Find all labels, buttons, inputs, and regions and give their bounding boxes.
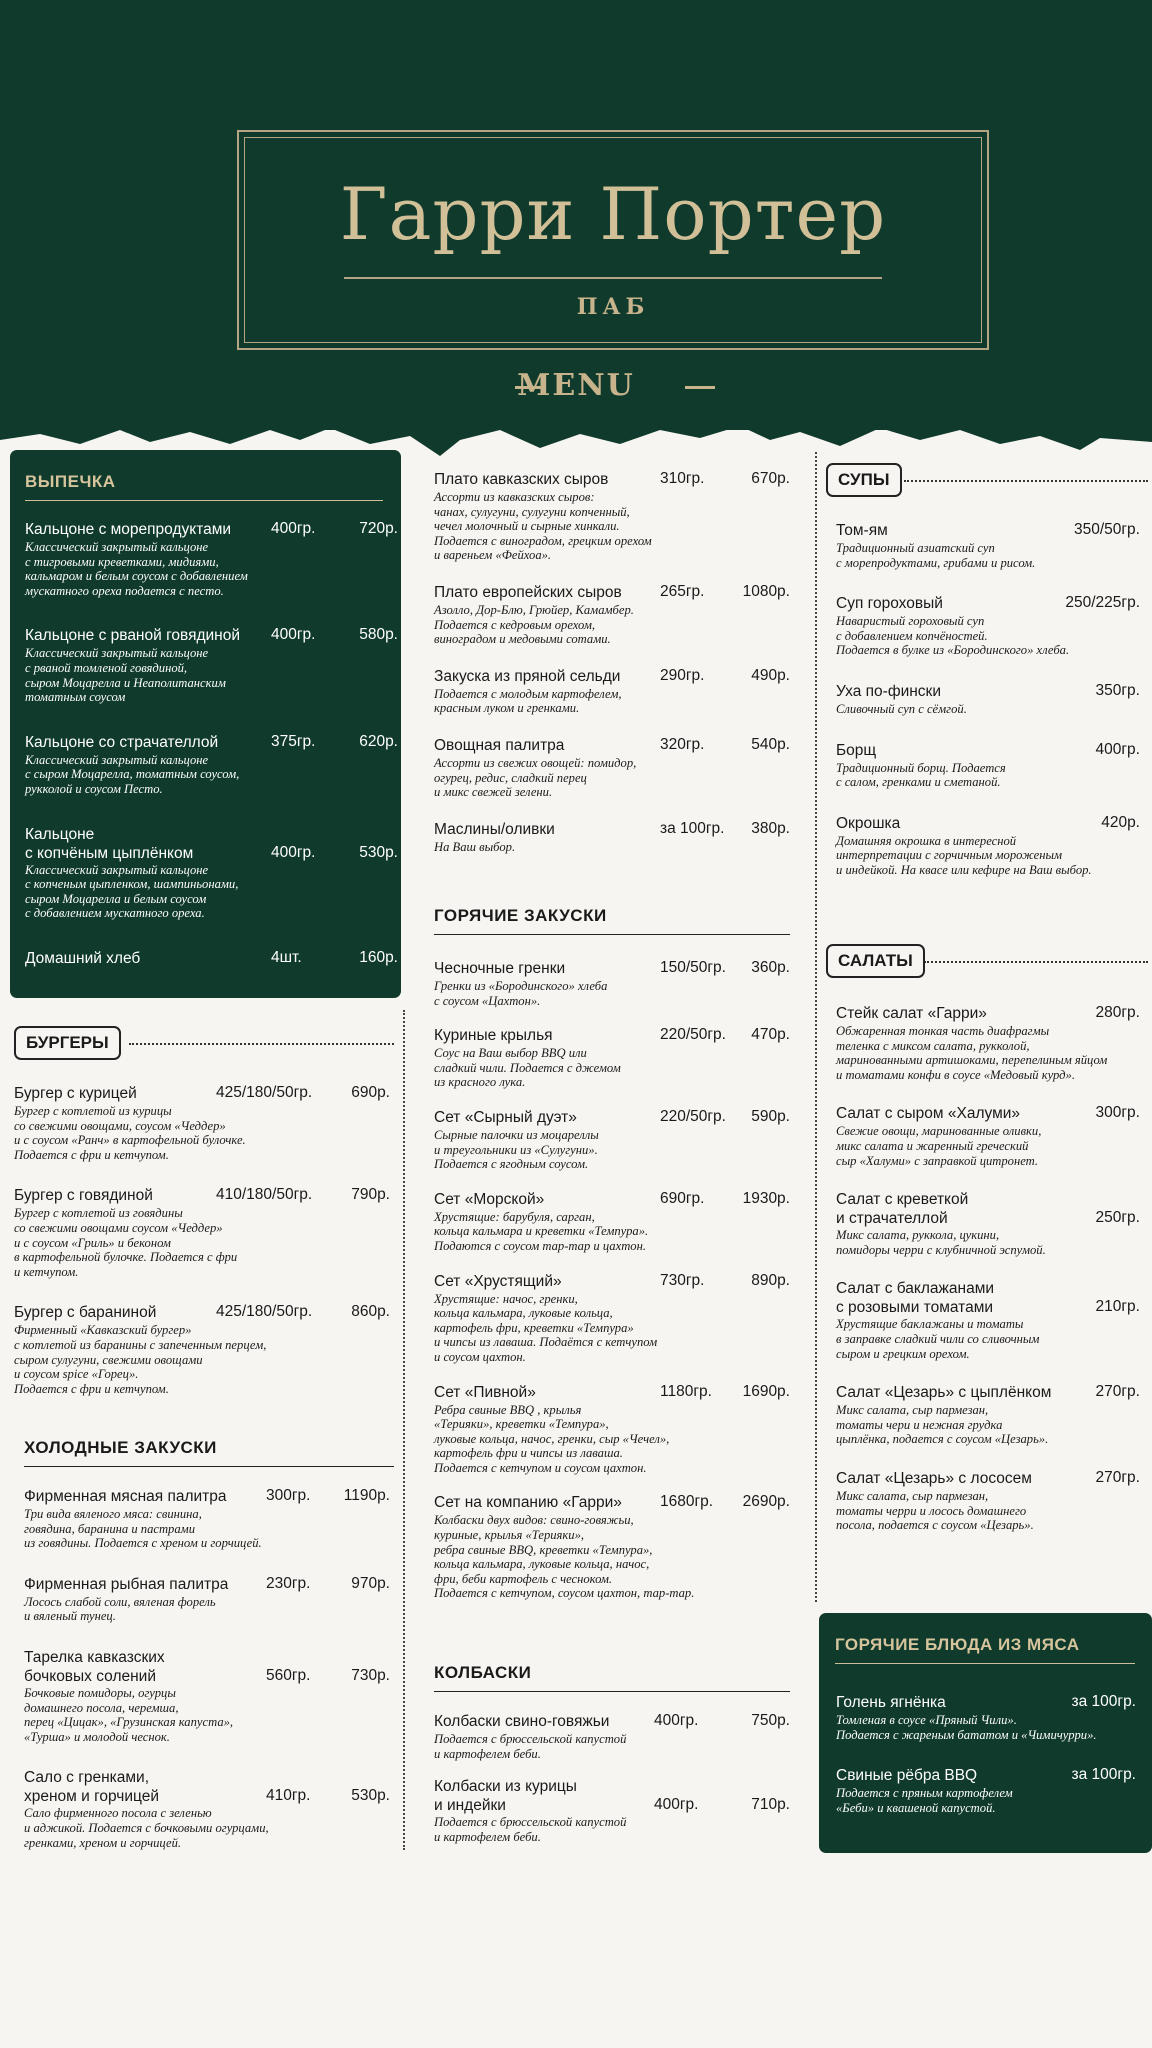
menu-item-row <box>14 1084 390 1104</box>
section-sausages <box>434 1663 790 1860</box>
section-rule <box>434 934 790 935</box>
menu-item-row <box>836 1469 1140 1489</box>
item-description: Классический закрытый кальцоне с копченым цыпленком, шампиньонами, сыром Моцарелла и белым соусом с добавлением мускатного ореха. <box>25 862 239 921</box>
item-price: 1930р. <box>742 1189 790 1207</box>
menu-item <box>25 626 398 704</box>
item-name: Бургер с курицей <box>14 1085 137 1102</box>
item-price: 210гр. <box>1095 1298 1140 1316</box>
item-description: Соус на Ваш выбор BBQ или сладкий чили. Подается с джемом из красного лука. <box>434 1046 621 1090</box>
item-description: Сливочный суп с сёмгой. <box>836 701 967 716</box>
item-price: 160р. <box>359 948 398 966</box>
menu-item <box>836 1383 1140 1447</box>
menu-item <box>434 1383 790 1476</box>
item-price: 2690р. <box>742 1493 790 1511</box>
menu-item-row <box>836 682 1140 702</box>
item-price: 250/225гр. <box>1065 594 1140 612</box>
item-description: Гренки из «Бородинского» хлеба с соусом «Цахтон». <box>434 979 608 1008</box>
menu-item <box>434 1026 790 1090</box>
item-weight: 1180гр. <box>660 1382 712 1400</box>
item-weight: 425/180/50гр. <box>216 1084 313 1101</box>
section-burgers <box>14 1026 394 1420</box>
menu-item <box>836 1104 1140 1168</box>
item-price: 400гр. <box>1095 740 1140 758</box>
item-price: 620р. <box>359 732 398 750</box>
item-name: Суп гороховый <box>836 595 943 613</box>
item-description: Ассорти из кавказских сыров: чанах, сулугуни, сулугуни копченный, чечел молочный и сырные хинкали. Подается с виноградом, грецким орехом и вареньем «Фейхоа». <box>434 490 652 563</box>
item-name: Закуска из пряной сельди <box>434 667 621 685</box>
menu-item <box>836 594 1140 658</box>
section-title: САЛАТЫ <box>826 944 925 978</box>
item-price: за 100гр. <box>1071 1693 1136 1710</box>
item-description: Наваристый гороховый суп с добавлением копчёностей. Подается в булке из «Бородинского» хлеба. <box>836 614 1070 658</box>
item-name: Фирменная рыбная палитра <box>24 1575 229 1593</box>
menu-item <box>24 1575 390 1624</box>
item-weight: 400гр. <box>654 1712 699 1729</box>
item-name: Чесночные гренки <box>434 960 566 977</box>
item-description: Колбаски двух видов: свино-говяжьи, куриные, крылья «Терияки», ребра свиные BBQ, креветки «Темпура», кольца кальмара, луковые кольца, начос, фри, беби картофель с чесноком. Подается с кетчупом, соусом цахтон, тар-тар. <box>434 1513 695 1601</box>
menu-item-row <box>836 1279 1140 1317</box>
item-price: 590р. <box>751 1107 790 1125</box>
menu-item-row <box>434 1026 790 1046</box>
item-price: 970р. <box>351 1574 390 1592</box>
item-name: Бургер с бараниной <box>14 1304 157 1322</box>
menu-item-row <box>25 733 398 753</box>
item-name: Стейк салат «Гарри» <box>836 1005 987 1022</box>
cheese-list <box>434 470 790 854</box>
menu-item-row <box>434 583 790 603</box>
item-name: Салат «Цезарь» с цыплёнком <box>836 1384 1052 1402</box>
menu-item <box>434 1777 790 1844</box>
item-weight: 230гр. <box>266 1574 311 1592</box>
item-weight: 220/50гр. <box>660 1026 726 1044</box>
menu-item <box>25 949 398 969</box>
menu-item <box>836 521 1140 570</box>
logo-frame <box>237 130 989 350</box>
menu-item <box>836 814 1140 878</box>
menu-item-row <box>836 594 1140 614</box>
item-name: Салат с креветкой и страчателлой <box>836 1191 969 1228</box>
item-weight: 400гр. <box>271 626 316 644</box>
item-weight: 400гр. <box>271 843 316 861</box>
item-price: 270гр. <box>1095 1383 1140 1401</box>
menu-item-row <box>434 1493 790 1513</box>
menu-item <box>24 1487 390 1551</box>
item-price: 890р. <box>751 1271 790 1289</box>
item-description: Три вида вяленого мяса: свинина, говядина, баранина и пастрами из говядины. Подается с хреном и горчицей. <box>24 1507 262 1551</box>
item-name: Бургер с говядиной <box>14 1187 153 1205</box>
item-description: Обжаренная тонкая часть диафрагмы теленка с миксом салата, рукколой, маринованными артишоками, перепелиным яйцом и томатами конфи в соусе «Медовый курд». <box>836 1024 1108 1082</box>
item-weight: 410/180/50гр. <box>216 1186 313 1204</box>
menu-item <box>836 1766 1136 1815</box>
item-description: Сырные палочки из моцареллы и треугольники из «Сулугуни». Подается с ягодным соусом. <box>434 1127 599 1172</box>
item-name: Уха по-фински <box>836 682 941 700</box>
item-name: Плато европейских сыров <box>434 583 622 601</box>
item-price: 710р. <box>751 1796 790 1814</box>
menu-item-row <box>836 1190 1140 1228</box>
menu-item-row <box>14 1303 390 1323</box>
item-description: Бургер с котлетой из курицы со свежими овощами, соусом «Чеддер» и с соусом «Ранч» в картофельной булочке. Подается с фри и кетчупом. <box>14 1104 246 1162</box>
section-title: БУРГЕРЫ <box>14 1026 121 1060</box>
menu-item <box>836 1693 1136 1742</box>
item-description: Классический закрытый кальцоне с рваной томленой говядиной, сыром Моцарелла и Неаполитанским томатным соусом <box>25 646 226 705</box>
menu-label: MENU <box>517 368 635 403</box>
item-name: Окрошка <box>836 814 901 832</box>
menu-item-row <box>434 1272 790 1292</box>
item-weight: 1680гр. <box>660 1493 714 1511</box>
item-price: 380р. <box>751 819 790 837</box>
menu-item-row <box>836 1766 1136 1786</box>
menu-item-row <box>434 1777 790 1815</box>
menu-item <box>434 1493 790 1601</box>
menu-item <box>434 470 790 563</box>
item-price: за 100гр. <box>1071 1766 1136 1784</box>
menu-item <box>434 1712 790 1761</box>
section-rule <box>434 1691 790 1692</box>
menu-item-row <box>24 1768 390 1806</box>
item-name: Сет «Хрустящий» <box>434 1272 562 1290</box>
item-price: 690р. <box>351 1084 390 1101</box>
item-name: Фирменная мясная палитра <box>24 1488 227 1505</box>
menu-item-row <box>836 1104 1140 1124</box>
item-description: Традиционный азиатский суп с морепродуктами, грибами и рисом. <box>836 541 1036 570</box>
item-name: Домашний хлеб <box>25 949 141 967</box>
hot-meat-list <box>836 1693 1136 1839</box>
item-description: Хрустящие: начос, гренки, кольца кальмара, луковые кольца, картофель фри, креветки «Темпура» и чипсы из лаваша. Подаётся с кетчупом и соусом цахтон. <box>434 1291 658 1364</box>
item-weight: 730гр. <box>660 1271 705 1289</box>
item-description: Свежие овощи, маринованные оливки, микс салата и жаренный греческий сыр «Халуми» с заправкой цитронет. <box>836 1124 1042 1168</box>
item-description: Ассорти из свежих овощей: помидор, огурец, редис, сладкий перец и микс свежей зелени. <box>434 755 637 800</box>
item-description: Микс салата, сыр пармезан, томаты черри и лосось домашнего посола, подается с соусом «Цезарь». <box>836 1488 1034 1533</box>
item-weight: 560гр. <box>266 1666 311 1684</box>
item-name: Тарелка кавказских бочковых солений <box>24 1648 165 1685</box>
item-weight: 290гр. <box>660 666 705 684</box>
item-description: Бочковые помидоры, огурцы домашнего посола, черемша, перец «Цицак», «Грузинская капуста», «Турша» и молодой чеснок. <box>24 1685 234 1744</box>
menu-item <box>434 959 790 1008</box>
menu-item <box>434 1272 790 1365</box>
menu-item <box>14 1084 390 1162</box>
menu-item-row <box>25 520 398 540</box>
brand-underline <box>344 277 882 279</box>
item-description: Хрустящие баклажаны и томаты в заправке сладкий чили со сливочным сыром и грецким орехом. <box>836 1317 1040 1361</box>
section-middle-cheese <box>434 470 790 874</box>
item-description: Сало фирменного посола с зеленью и аджикой. Подается с бочковыми огурцами, гренками, хреном и горчицей. <box>24 1806 269 1850</box>
menu-item <box>434 1108 790 1172</box>
section-title: КОЛБАСКИ <box>434 1663 532 1682</box>
section-salads <box>826 944 1148 1555</box>
item-price: 860р. <box>351 1303 390 1321</box>
menu-item <box>434 583 790 647</box>
item-price: 270гр. <box>1095 1468 1140 1486</box>
burgers-list <box>14 1084 390 1396</box>
section-title: ГОРЯЧИЕ БЛЮДА ИЗ МЯСА <box>835 1635 1080 1654</box>
item-name: Свиные рёбра BBQ <box>836 1767 978 1785</box>
menu-item-row <box>24 1487 390 1507</box>
section-dotted-line <box>904 480 1148 482</box>
menu-item <box>25 825 398 921</box>
item-name: Салат с сыром «Халуми» <box>836 1105 1021 1123</box>
item-name: Кальцоне со страчателлой <box>25 733 219 751</box>
item-name: Сет «Сырный дуэт» <box>434 1108 577 1126</box>
item-description: Подается с молодым картофелем, красным луком и гренками. <box>434 686 622 716</box>
section-rule <box>25 500 383 501</box>
item-price: 530р. <box>359 843 398 861</box>
item-name: Сет «Пивной» <box>434 1383 536 1401</box>
item-weight: 410гр. <box>266 1787 311 1805</box>
item-description: Фирменный «Кавказский бургер» с котлетой из баранины с запеченным перцем, сыром сулугуни, свежими овощами и соусом spice «Горец». Подается с фри и кетчупом. <box>14 1323 267 1396</box>
item-name: Кальцоне с копчёным цыплёнком <box>25 825 194 862</box>
item-price: 540р. <box>751 735 790 753</box>
menu-item <box>434 820 790 855</box>
section-title: ВЫПЕЧКА <box>25 472 116 491</box>
menu-item-row <box>434 736 790 756</box>
menu-item-row <box>836 741 1140 761</box>
item-name: Салат «Цезарь» с лососем <box>836 1469 1032 1487</box>
item-price: 420р. <box>1101 813 1140 831</box>
menu-item-row <box>24 1648 390 1686</box>
item-name: Колбаски свино-говяжьи <box>434 1713 610 1730</box>
item-description: Микс салата, сыр пармезан, томаты чери и нежная грудка цыплёнка, подается с соусом «Цезарь». <box>836 1403 1049 1447</box>
menu-item <box>25 733 398 797</box>
item-price: 360р. <box>751 959 790 976</box>
menu-item <box>836 1004 1140 1082</box>
item-weight: за 100гр. <box>660 819 725 837</box>
item-price: 490р. <box>751 666 790 684</box>
item-name: Маслины/оливки <box>434 820 555 838</box>
cold-list <box>24 1487 390 1850</box>
item-weight: 4шт. <box>271 948 302 966</box>
item-price: 720р. <box>359 520 398 537</box>
item-name: Салат с баклажанами с розовыми томатами <box>836 1280 995 1317</box>
item-price: 730р. <box>351 1666 390 1684</box>
item-weight: 300гр. <box>266 1487 311 1504</box>
item-description: Классический закрытый кальцоне с сыром Моцарелла, томатным соусом, рукколой и соусом Песто. <box>25 752 240 796</box>
menu-item-row <box>836 1383 1140 1403</box>
menu-item-row <box>25 949 398 969</box>
section-title: ГОРЯЧИЕ ЗАКУСКИ <box>434 906 607 925</box>
item-description: Подается с пряным картофелем «Беби» и квашеной капустой. <box>836 1786 1013 1815</box>
column-divider-left <box>403 1010 405 1850</box>
menu-item <box>24 1648 390 1744</box>
item-description: Азолло, Дор-Блю, Грюйер, Камамбер. Подается с кедровым орехом, виноградом и медовыми сотами. <box>434 602 634 647</box>
menu-item-row <box>434 1190 790 1210</box>
item-price: 1190р. <box>343 1487 390 1504</box>
menu-item <box>836 682 1140 717</box>
item-name: Сет «Морской» <box>434 1190 545 1208</box>
item-name: Колбаски из курицы и индейки <box>434 1778 577 1815</box>
item-description: Томленая в соусе «Пряный Чили». Подается с жареным бататом и «Чимичурри». <box>836 1713 1097 1742</box>
menu-item-row <box>434 959 790 979</box>
menu-item-row <box>25 626 398 646</box>
item-name: Куриные крылья <box>434 1027 553 1045</box>
item-price: 280гр. <box>1095 1004 1140 1021</box>
menu-item <box>836 741 1140 790</box>
item-description: Подается с брюссельской капустой и картофелем беби. <box>434 1815 627 1844</box>
section-dotted-line <box>924 961 1148 963</box>
item-name: Плато кавказских сыров <box>434 471 609 488</box>
item-price: 750р. <box>751 1712 790 1729</box>
item-weight: 310гр. <box>660 470 705 487</box>
menu-item-row <box>14 1186 390 1206</box>
menu-item <box>434 736 790 800</box>
brand-subtitle: ПАБ <box>576 294 650 320</box>
item-price: 250гр. <box>1095 1209 1140 1227</box>
menu-item-row <box>434 1108 790 1128</box>
menu-item-row <box>434 470 790 490</box>
menu-item <box>434 667 790 716</box>
menu-item <box>836 1469 1140 1533</box>
item-name: Голень ягнёнка <box>836 1694 946 1711</box>
item-name: Том-ям <box>836 522 888 539</box>
menu-item <box>14 1186 390 1279</box>
brand-title: Гарри Портер <box>339 172 887 256</box>
column-divider-right <box>815 452 817 1602</box>
item-weight: 220/50гр. <box>660 1107 726 1125</box>
menu-item <box>434 1190 790 1254</box>
item-description: Традиционный борщ. Подается с салом, гренками и сметаной. <box>836 760 1006 790</box>
menu-item-row <box>25 825 398 863</box>
section-soups <box>826 463 1148 902</box>
item-name: Сало с гренками, хреном и горчицей <box>24 1769 160 1806</box>
item-weight: 400гр. <box>271 520 316 537</box>
item-price: 670р. <box>751 470 790 487</box>
section-title: ХОЛОДНЫЕ ЗАКУСКИ <box>24 1438 217 1457</box>
menu-item <box>836 1190 1140 1257</box>
menu-item <box>25 520 398 598</box>
item-description: Хрустящие: барубуля, сарган, кольца кальмара и креветки «Темпура». Подаются с соусом тар-тар и цахтон. <box>434 1209 649 1253</box>
item-weight: 375гр. <box>271 732 316 750</box>
section-rule <box>24 1466 394 1467</box>
item-name: Борщ <box>836 741 877 759</box>
item-description: На Ваш выбор. <box>434 839 516 854</box>
vypechka-list <box>25 520 398 997</box>
menu-item <box>24 1768 390 1850</box>
item-price: 300гр. <box>1095 1104 1140 1122</box>
menu-item-row <box>434 820 790 840</box>
menu-item <box>14 1303 390 1396</box>
item-price: 350/50гр. <box>1074 521 1140 538</box>
section-hot-meat <box>819 1613 1152 1853</box>
item-price: 350гр. <box>1095 681 1140 699</box>
section-rule <box>835 1663 1135 1664</box>
menu-item-row <box>24 1575 390 1595</box>
item-price: 580р. <box>359 626 398 644</box>
item-weight: 400гр. <box>654 1796 699 1814</box>
menu-item-row <box>434 667 790 687</box>
item-price: 1690р. <box>742 1382 790 1400</box>
item-description: Бургер с котлетой из говядины со свежими овощами соусом «Чеддер» и с соусом «Гриль» и беконом в картофельной булочке. Подается с фри и кетчупом. <box>14 1206 238 1279</box>
menu-item-row <box>434 1712 790 1732</box>
item-price: 1080р. <box>742 582 790 600</box>
item-description: Домашняя окрошка в интересной интерпретации с горчичным мороженым и индейкой. На квасе или кефире на Ваш выбор. <box>836 833 1092 877</box>
item-description: Подается с брюссельской капустой и картофелем беби. <box>434 1732 627 1761</box>
section-vypechka <box>10 450 401 998</box>
item-weight: 265гр. <box>660 582 705 600</box>
item-description: Лосось слабой соли, вяленая форель и вяленый тунец. <box>24 1594 216 1624</box>
item-name: Кальцоне с морепродуктами <box>25 521 232 538</box>
item-name: Сет на компанию «Гарри» <box>434 1494 622 1512</box>
section-dotted-line <box>129 1043 394 1045</box>
item-description: Микс салата, руккола, цукини, помидоры черри с клубничной эспумой. <box>836 1228 1046 1257</box>
item-weight: 690гр. <box>660 1189 705 1207</box>
item-price: 530р. <box>351 1787 390 1805</box>
section-title: СУПЫ <box>826 463 902 497</box>
section-hot-snacks <box>434 906 790 1619</box>
item-weight: 320гр. <box>660 735 705 753</box>
item-weight: 425/180/50гр. <box>216 1303 313 1321</box>
hot-snacks-list <box>434 959 790 1601</box>
item-price: 470р. <box>751 1026 790 1044</box>
menu-item-row <box>836 521 1140 541</box>
sausages-list <box>434 1712 790 1844</box>
salads-list <box>836 1004 1140 1533</box>
menu-item-row <box>836 1004 1140 1024</box>
menu-item-row <box>836 1693 1136 1713</box>
menu-item-row <box>836 814 1140 834</box>
item-price: 790р. <box>351 1186 390 1204</box>
item-weight: 150/50гр. <box>660 959 726 976</box>
menu-item <box>836 1279 1140 1361</box>
item-description: Классический закрытый кальцоне с тигровыми креветками, мидиями, кальмаром и белым соусом с добавлением мускатного ореха подается с песто. <box>25 540 248 598</box>
item-description: Ребра свиные BBQ , крылья «Терияки», креветки «Темпура», луковые кольца, начос, гренки, сыр «Чечел», картофель фри и чипсы из лаваша. Подается с кетчупом и соусом цахтон. <box>434 1402 670 1475</box>
item-name: Овощная палитра <box>434 736 565 754</box>
section-cold <box>24 1438 394 1874</box>
item-name: Кальцоне с рваной говядиной <box>25 627 241 645</box>
menu-item-row <box>434 1383 790 1403</box>
soups-list <box>836 521 1140 878</box>
